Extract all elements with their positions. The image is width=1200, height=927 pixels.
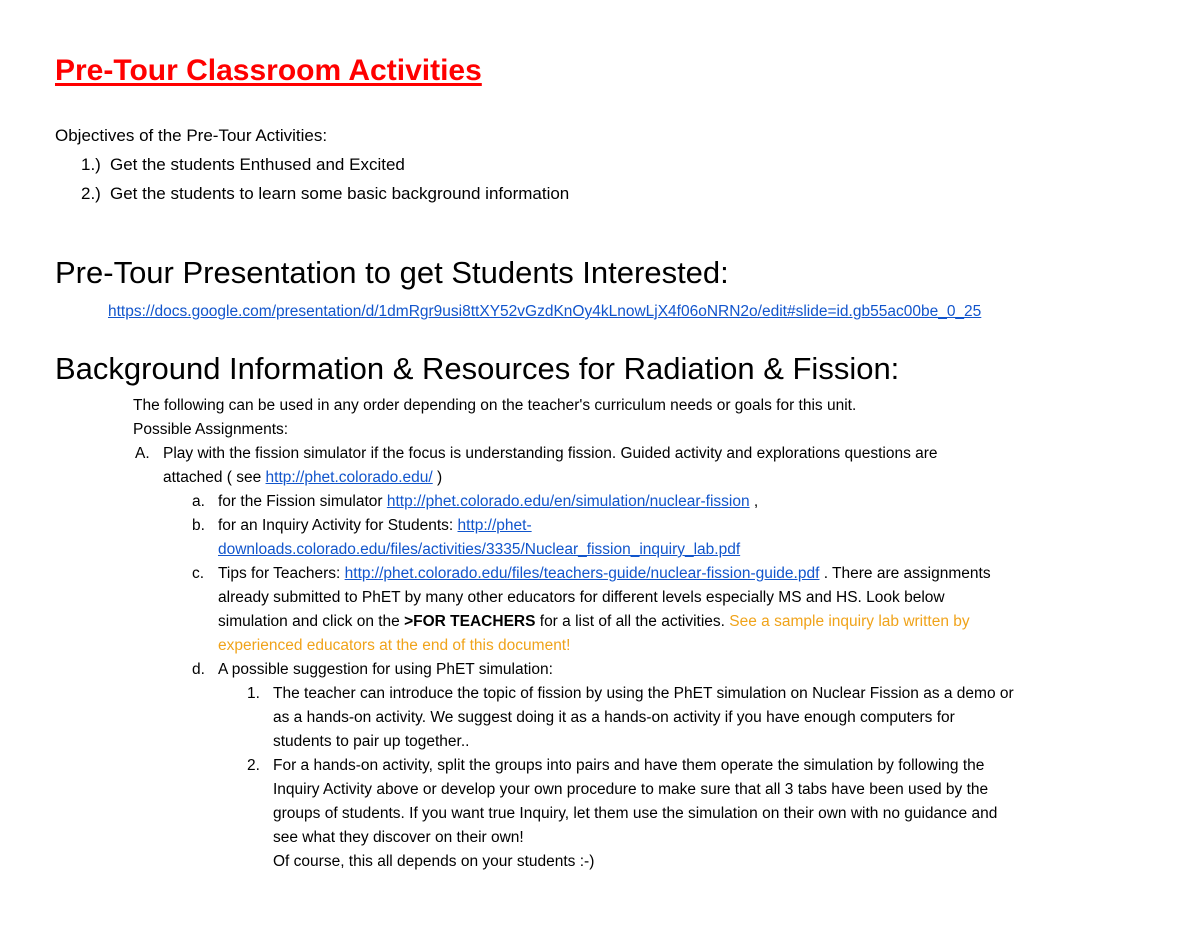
sub-d-line: A possible suggestion for using PhET simulation: bbox=[218, 661, 553, 678]
item-a-line-1: Play with the fission simulator if the focus is understanding fission. Guided activity and explorations questions are bbox=[163, 445, 938, 462]
numbered-item-1-line-3: students to pair up together.. bbox=[273, 733, 470, 750]
background-intro: The following can be used in any order depending on the teacher's curriculum needs or goals for this unit. bbox=[133, 397, 857, 414]
teachers-guide-link[interactable]: http://phet.colorado.edu/files/teachers-guide/nuclear-fission-guide.pdf bbox=[344, 565, 820, 582]
objective-item-2-number: 2.) bbox=[81, 184, 101, 203]
numbered-marker-2: 2. bbox=[247, 757, 260, 774]
list-marker-sub-d: d. bbox=[192, 661, 205, 678]
list-marker-sub-b: b. bbox=[192, 517, 205, 534]
sample-lab-note: See a sample inquiry lab written by bbox=[729, 613, 970, 630]
list-marker-sub-a: a. bbox=[192, 493, 205, 510]
inquiry-lab-link-part-1[interactable]: http://phet- bbox=[457, 517, 532, 534]
numbered-item-2-line-1: For a hands-on activity, split the groups into pairs and have them operate the simulation by following the bbox=[273, 757, 985, 774]
numbered-item-2-line-5: Of course, this all depends on your students :-) bbox=[273, 853, 595, 870]
objective-item-1: Get the students Enthused and Excited bbox=[110, 155, 405, 174]
sub-c-line-3: simulation and click on the >FOR TEACHERS for a list of all the activities. See a sample inquiry lab written by bbox=[218, 613, 970, 630]
fission-simulator-link[interactable]: http://phet.colorado.edu/en/simulation/nuclear-fission bbox=[386, 493, 750, 510]
list-marker-sub-c: c. bbox=[192, 565, 205, 582]
sub-b-line-1: for an Inquiry Activity for Students: http://phet- bbox=[218, 517, 532, 534]
numbered-item-2-line-2: Inquiry Activity above or develop your own procedure to make sure that all 3 tabs have been used by the bbox=[273, 781, 989, 798]
numbered-item-1-line-2: as a hands-on activity. We suggest doing it as a hands-on activity if you have enough computers for bbox=[273, 709, 955, 726]
sub-a-line: for the Fission simulator http://phet.colorado.edu/en/simulation/nuclear-fission , bbox=[218, 493, 759, 510]
presentation-link[interactable]: https://docs.google.com/presentation/d/1dmRgr9usi8ttXY52vGzdKnOy4kLnowLjX4f06oNRN2o/edit#slide=id.gb55ac00be_0_25 bbox=[108, 303, 982, 320]
objective-item-2: Get the students to learn some basic background information bbox=[110, 184, 570, 203]
phet-home-link[interactable]: http://phet.colorado.edu/ bbox=[265, 469, 433, 486]
list-marker-a: A. bbox=[135, 445, 150, 462]
item-a-line-2: attached ( see http://phet.colorado.edu/ ) bbox=[163, 469, 443, 486]
presentation-heading: Pre-Tour Presentation to get Students Interested: bbox=[55, 255, 729, 290]
sample-lab-note-line-2: experienced educators at the end of this document! bbox=[218, 637, 571, 654]
objectives-heading: Objectives of the Pre-Tour Activities: bbox=[55, 126, 328, 145]
sub-c-line-2: already submitted to PhET by many other educators for different levels especially MS and HS. Look below bbox=[218, 589, 945, 606]
sub-c-line-1: Tips for Teachers: http://phet.colorado.edu/files/teachers-guide/nuclear-fission-guide.pdf . There are assignments bbox=[218, 565, 991, 582]
background-heading: Background Information & Resources for Radiation & Fission: bbox=[55, 351, 900, 386]
inquiry-lab-link-part-2[interactable]: downloads.colorado.edu/files/activities/3335/Nuclear_fission_inquiry_lab.pdf bbox=[218, 541, 741, 558]
objective-item-1-number: 1.) bbox=[81, 155, 101, 174]
numbered-item-1-line-1: The teacher can introduce the topic of fission by using the PhET simulation on Nuclear Fission as a demo or bbox=[273, 685, 1014, 702]
page-title: Pre-Tour Classroom Activities bbox=[55, 54, 482, 87]
numbered-marker-1: 1. bbox=[247, 685, 260, 702]
for-teachers-label: >FOR TEACHERS bbox=[404, 613, 536, 630]
numbered-item-2-line-3: groups of students. If you want true Inquiry, let them use the simulation on their own with no guidance and bbox=[273, 805, 998, 822]
possible-assignments-label: Possible Assignments: bbox=[133, 421, 289, 438]
numbered-item-2-line-4: see what they discover on their own! bbox=[273, 829, 524, 846]
